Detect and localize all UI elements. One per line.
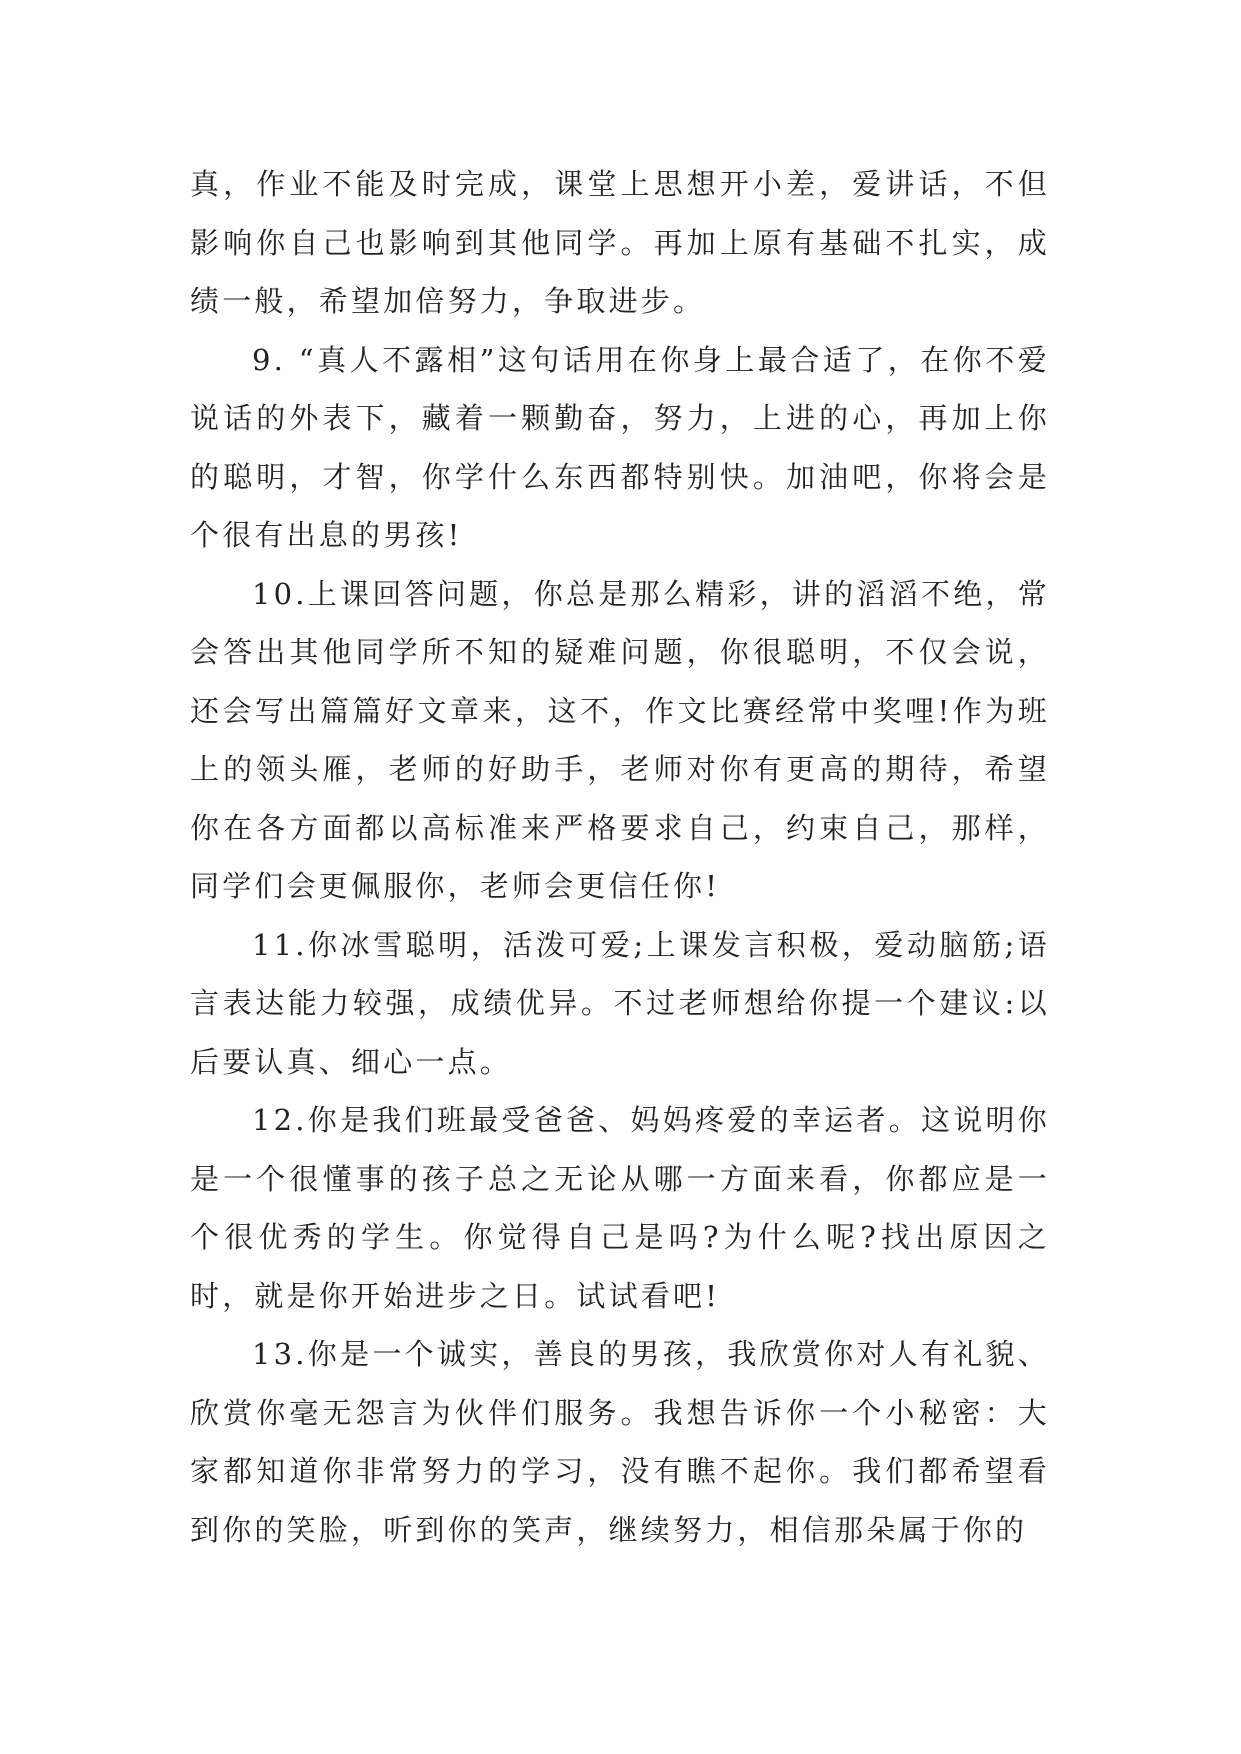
paragraph-item-10: 10.上课回答问题，你总是那么精彩，讲的滔滔不绝，常会答出其他同学所不知的疑难问题，你很聪明，不仅会说，还会写出篇篇好文章来，这不，作文比赛经常中奖哩!作为班上的领头雁，老师的好助手，老师对你有更高的期待，希望你在各方面都以高标准来严格要求自己，约束自己，那样，同学们会更佩服你，老师会更信任你! — [190, 576, 1050, 903]
paragraph-item-12: 12.你是我们班最受爸爸、妈妈疼爱的幸运者。这说明你是一个很懂事的孩子总之无论从哪一方面来看，你都应是一个很优秀的学生。你觉得自己是吗?为什么呢?找出原因之时，就是你开始进步之日。试试看吧! — [190, 1103, 1050, 1313]
paragraph-item-11: 11.你冰雪聪明，活泼可爱;上课发言积极，爱动脑筋;语言表达能力较强，成绩优异。不过老师想给你提一个建议:以后要认真、细心一点。 — [190, 927, 1050, 1079]
paragraph-item-13: 13.你是一个诚实，善良的男孩，我欣赏你对人有礼貌、欣赏你毫无怨言为伙伴们服务。我想告诉你一个小秘密：大家都知道你非常努力的学习，没有瞧不起你。我们都希望看到你的笑脸，听到你的笑声，继续努力，相信那朵属于你的 — [190, 1337, 1050, 1547]
paragraph-continuation: 真，作业不能及时完成，课堂上思想开小差，爱讲话，不但影响你自己也影响到其他同学。再加上原有基础不扎实，成绩一般，希望加倍努力，争取进步。 — [190, 167, 1050, 318]
document-page — [190, 155, 1050, 1559]
paragraph-item-9: 9. “真人不露相”这句话用在你身上最合适了，在你不爱说话的外表下，藏着一颗勤奋，努力，上进的心，再加上你的聪明，才智，你学什么东西都特别快。加油吧，你将会是个很有出息的男孩! — [190, 342, 1050, 552]
